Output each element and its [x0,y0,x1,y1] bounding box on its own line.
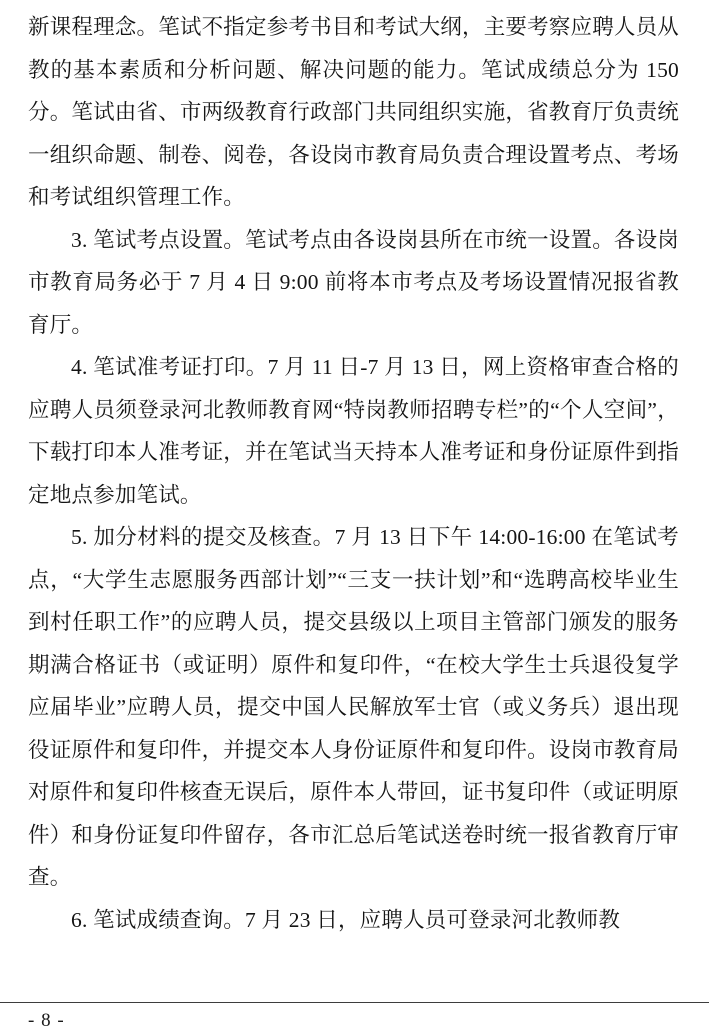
paragraph-continued-written-exam: 新课程理念。笔试不指定参考书目和考试大纲，主要考察应聘人员从教的基本素质和分析问题、解决问题的能力。笔试成绩总分为 150 分。笔试由省、市两级教育行政部门共同组织实施，省教育厅负责统一组织命题、制卷、阅卷，各设岗市教育局负责合理设置考点、考场和考试组织管理工作。 [28,15,680,209]
paragraph-item-3: 3. 笔试考点设置。笔试考点由各设岗县所在市统一设置。各设岗市教育局务必于 7 月 4 日 9:00 前将本市考点及考场设置情况报省教育厅。 [28,227,680,337]
paragraph-item-5: 5. 加分材料的提交及核查。7 月 13 日下午 14:00-16:00 在笔试考点，“大学生志愿服务西部计划”“三支一扶计划”和“选聘高校毕业生到村任职工作”的应聘人员，提交县级以上项目主管部门颁发的服务期满合格证书（或证明）原件和复印件，“在校大学生士兵退役复学应届毕业”应聘人员，提交中国人民解放军士官（或义务兵）退出现役证原件和复印件，并提交本人身份证原件和复印件。设岗市教育局对原件和复印件核查无误后，原件本人带回，证书复印件（或证明原件）和身份证复印件留存，各市汇总后笔试送卷时统一报省教育厅审查。 [28,525,680,889]
footer-divider [0,1002,709,1003]
paragraph-item-6: 6. 笔试成绩查询。7 月 23 日，应聘人员可登录河北教师教 [71,907,621,932]
document-body [28,6,679,941]
paragraph-item-4: 4. 笔试准考证打印。7 月 11 日-7 月 13 日，网上资格审查合格的应聘人员须登录河北教师教育网“特岗教师招聘专栏”的“个人空间”，下载打印本人准考证，并在笔试当天持本人准考证和身份证原件到指定地点参加笔试。 [28,355,680,507]
page-number: - 8 - [28,1010,65,1031]
